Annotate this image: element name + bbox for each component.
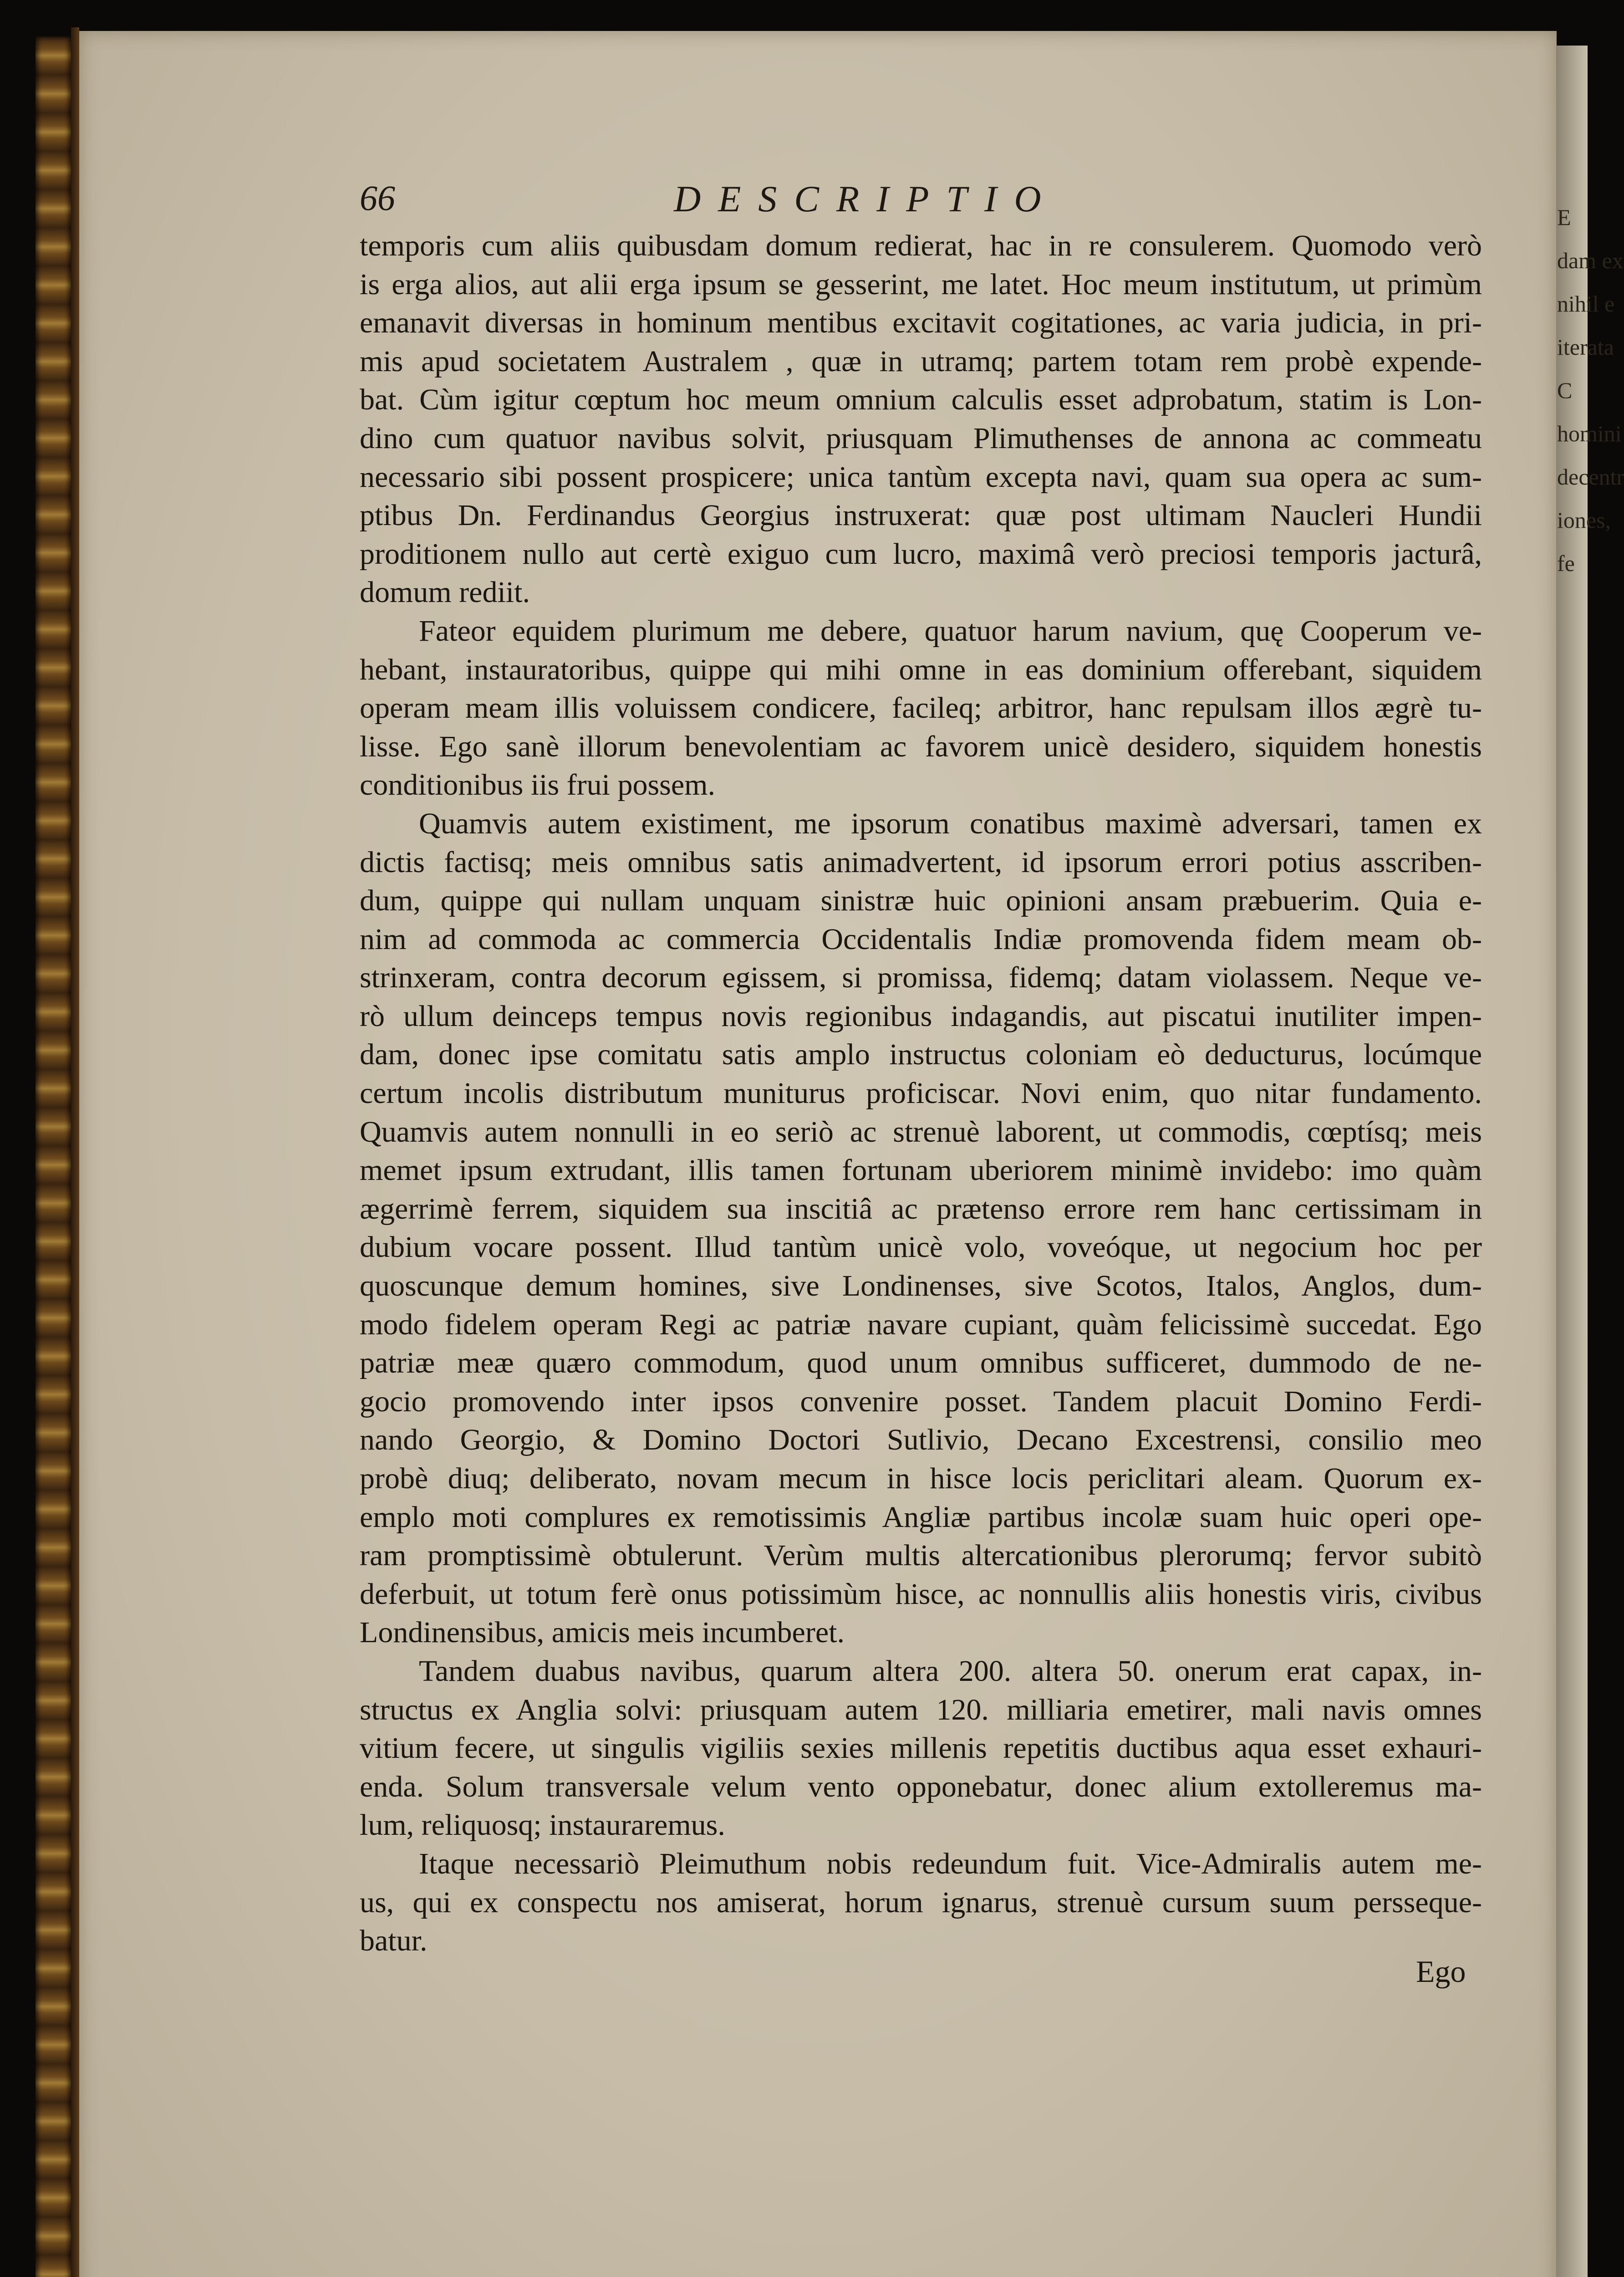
page-header bbox=[360, 178, 1589, 228]
text-line: strinxeram, contra decorum egissem, si promissa, fidemq; datam violassem. Neque ve- bbox=[360, 961, 1482, 995]
text-line: nim ad commoda ac commercia Occidentalis Indiæ promovenda fidem meam ob- bbox=[360, 922, 1482, 956]
text-line: dam, donec ipse comitatu satis amplo instructus coloniam eò deducturus, locúmque bbox=[360, 1038, 1482, 1072]
text-line: emplo moti complures ex remotissimis Angliæ partibus incolæ suam huic operi ope- bbox=[360, 1500, 1482, 1534]
facing-fragment: dam ex bbox=[1557, 248, 1624, 273]
text-line: ram promptissimè obtulerunt. Verùm multis altercationibus plerorumq; fervor subitò bbox=[360, 1539, 1482, 1572]
text-line: dubium vocare possent. Illud tantùm unicè volo, voveóque, ut negocium hoc per bbox=[360, 1230, 1482, 1264]
facing-fragment: homini bbox=[1557, 421, 1622, 446]
text-line: modo fidelem operam Regi ac patriæ navare cupiant, quàm felicissimè succedat. Ego bbox=[360, 1307, 1482, 1341]
facing-fragment: decentr bbox=[1557, 464, 1624, 490]
text-line: quoscunque demum homines, sive Londinenses, sive Scotos, Italos, Anglos, dum- bbox=[360, 1269, 1482, 1303]
text-line: bat. Cùm igitur cœptum hoc meum omnium calculis esset adprobatum, statim is Lon- bbox=[360, 383, 1482, 417]
text-line: temporis cum aliis quibusdam domum redierat, hac in re consulerem. Quomodo verò bbox=[360, 229, 1482, 262]
facing-fragment: iterata bbox=[1557, 334, 1614, 360]
text-line: conditionibus iis frui possem. bbox=[360, 768, 715, 802]
facing-fragment: fe bbox=[1557, 551, 1575, 576]
page-number: 66 bbox=[360, 178, 395, 218]
text-line: necessario sibi possent prospicere; unica tantùm excepta navi, quam sua opera ac sum- bbox=[360, 460, 1482, 494]
text-line: gocio promovendo inter ipsos convenire posset. Tandem placuit Domino Ferdi- bbox=[360, 1384, 1482, 1418]
text-line: domum rediit. bbox=[360, 576, 530, 609]
facing-fragment: nihil e bbox=[1557, 291, 1615, 317]
text-line: vitium fecere, ut singulis vigiliis sexies millenis repetitis ductibus aqua esset exhauri- bbox=[360, 1731, 1482, 1765]
text-line: proditionem nullo aut certè exiguo cum lucro, maximâ verò preciosi temporis jacturâ, bbox=[360, 537, 1482, 571]
binding-edge bbox=[71, 27, 79, 2277]
text-line: memet ipsum extrudant, illis tamen fortunam uberiorem minimè invidebo: imo quàm bbox=[360, 1154, 1482, 1187]
text-line: Quamvis autem existiment, me ipsorum conatibus maximè adversari, tamen ex bbox=[419, 807, 1482, 840]
body-text bbox=[360, 227, 1482, 1960]
text-line: structus ex Anglia solvi: priusquam autem 120. milliaria emetirer, mali navis omnes bbox=[360, 1693, 1482, 1726]
facing-fragment: E bbox=[1557, 204, 1571, 230]
facing-fragment: iones, bbox=[1557, 507, 1611, 533]
text-line: lisse. Ego sanè illorum benevolentiam ac favorem unicè desidero, siquidem honestis bbox=[360, 730, 1482, 763]
text-line: is erga alios, aut alii erga ipsum se gesserint, me latet. Hoc meum institutum, ut primùm bbox=[360, 267, 1482, 301]
text-line: mis apud societatem Australem , quæ in utramq; partem totam rem probè expende- bbox=[360, 344, 1482, 378]
text-line: hebant, instauratoribus, quippe qui mihi omne in eas dominium offerebant, siquidem bbox=[360, 653, 1482, 686]
text-line: Quamvis autem nonnulli in eo seriò ac strenuè laborent, ut commodis, cœptísq; meis bbox=[360, 1115, 1482, 1149]
text-line: nando Georgio, & Domino Doctori Sutlivio, Decano Excestrensi, consilio meo bbox=[360, 1423, 1482, 1457]
text-line: dictis factisq; meis omnibus satis animadvertent, id ipsorum errori potius asscriben- bbox=[360, 845, 1482, 879]
running-title: DESCRIPTIO bbox=[674, 178, 1059, 220]
text-line: certum incolis distributum muniturus proficiscar. Novi enim, quo nitar fundamento. bbox=[360, 1077, 1482, 1110]
text-line: Londinensibus, amicis meis incumberet. bbox=[360, 1616, 845, 1649]
text-line: dum, quippe qui nullam unquam sinistræ huic opinioni ansam præbuerim. Quia e- bbox=[360, 884, 1482, 918]
text-line: probè diuq; deliberato, novam mecum in hisce locis periclitari aleam. Quorum ex- bbox=[360, 1462, 1482, 1495]
text-line: us, qui ex conspectu nos amiserat, horum ignarus, strenuè cursum suum persseque- bbox=[360, 1885, 1482, 1919]
text-line: deferbuit, ut totum ferè onus potissimùm hisce, ac nonnullis aliis honestis viris, civibus bbox=[360, 1577, 1482, 1611]
text-line: emanavit diversas in hominum mentibus excitavit cogitationes, ac varia judicia, in pri- bbox=[360, 306, 1482, 340]
text-line: Itaque necessariò Pleimuthum nobis redeundum fuit. Vice-Admiralis autem me- bbox=[419, 1847, 1482, 1880]
text-line: rò ullum deinceps tempus novis regionibus indagandis, aut piscatui inutiliter impen- bbox=[360, 999, 1482, 1033]
text-line: Tandem duabus navibus, quarum altera 200. altera 50. onerum erat capax, in- bbox=[419, 1654, 1482, 1688]
catchword: Ego bbox=[1416, 1954, 1466, 1989]
text-line: Fateor equidem plurimum me debere, quatuor harum navium, quę Cooperum ve- bbox=[419, 614, 1482, 648]
facing-fragment: C bbox=[1557, 378, 1573, 403]
text-line: ægerrimè ferrem, siquidem sua inscitiâ ac prætenso errore rem hanc certissimam in bbox=[360, 1192, 1482, 1225]
text-line: batur. bbox=[360, 1924, 428, 1958]
text-line: dino cum quatuor navibus solvit, priusquam Plimuthenses de annona ac commeatu bbox=[360, 421, 1482, 455]
text-line: operam meam illis voluissem condicere, facileq; arbitror, hanc repulsam illos ægrè tu- bbox=[360, 691, 1482, 725]
facing-page-fragments bbox=[1557, 196, 1624, 585]
text-line: enda. Solum transversale velum vento opponebatur, donec alium extolleremus ma- bbox=[360, 1770, 1482, 1803]
book-binding bbox=[36, 36, 71, 2277]
text-line: patriæ meæ quæro commodum, quod unum omnibus sufficeret, dummodo de ne- bbox=[360, 1346, 1482, 1380]
text-line: lum, reliquosq; instauraremus. bbox=[360, 1808, 725, 1842]
text-line: ptibus Dn. Ferdinandus Georgius instruxerat: quæ post ultimam Naucleri Hundii bbox=[360, 499, 1482, 532]
